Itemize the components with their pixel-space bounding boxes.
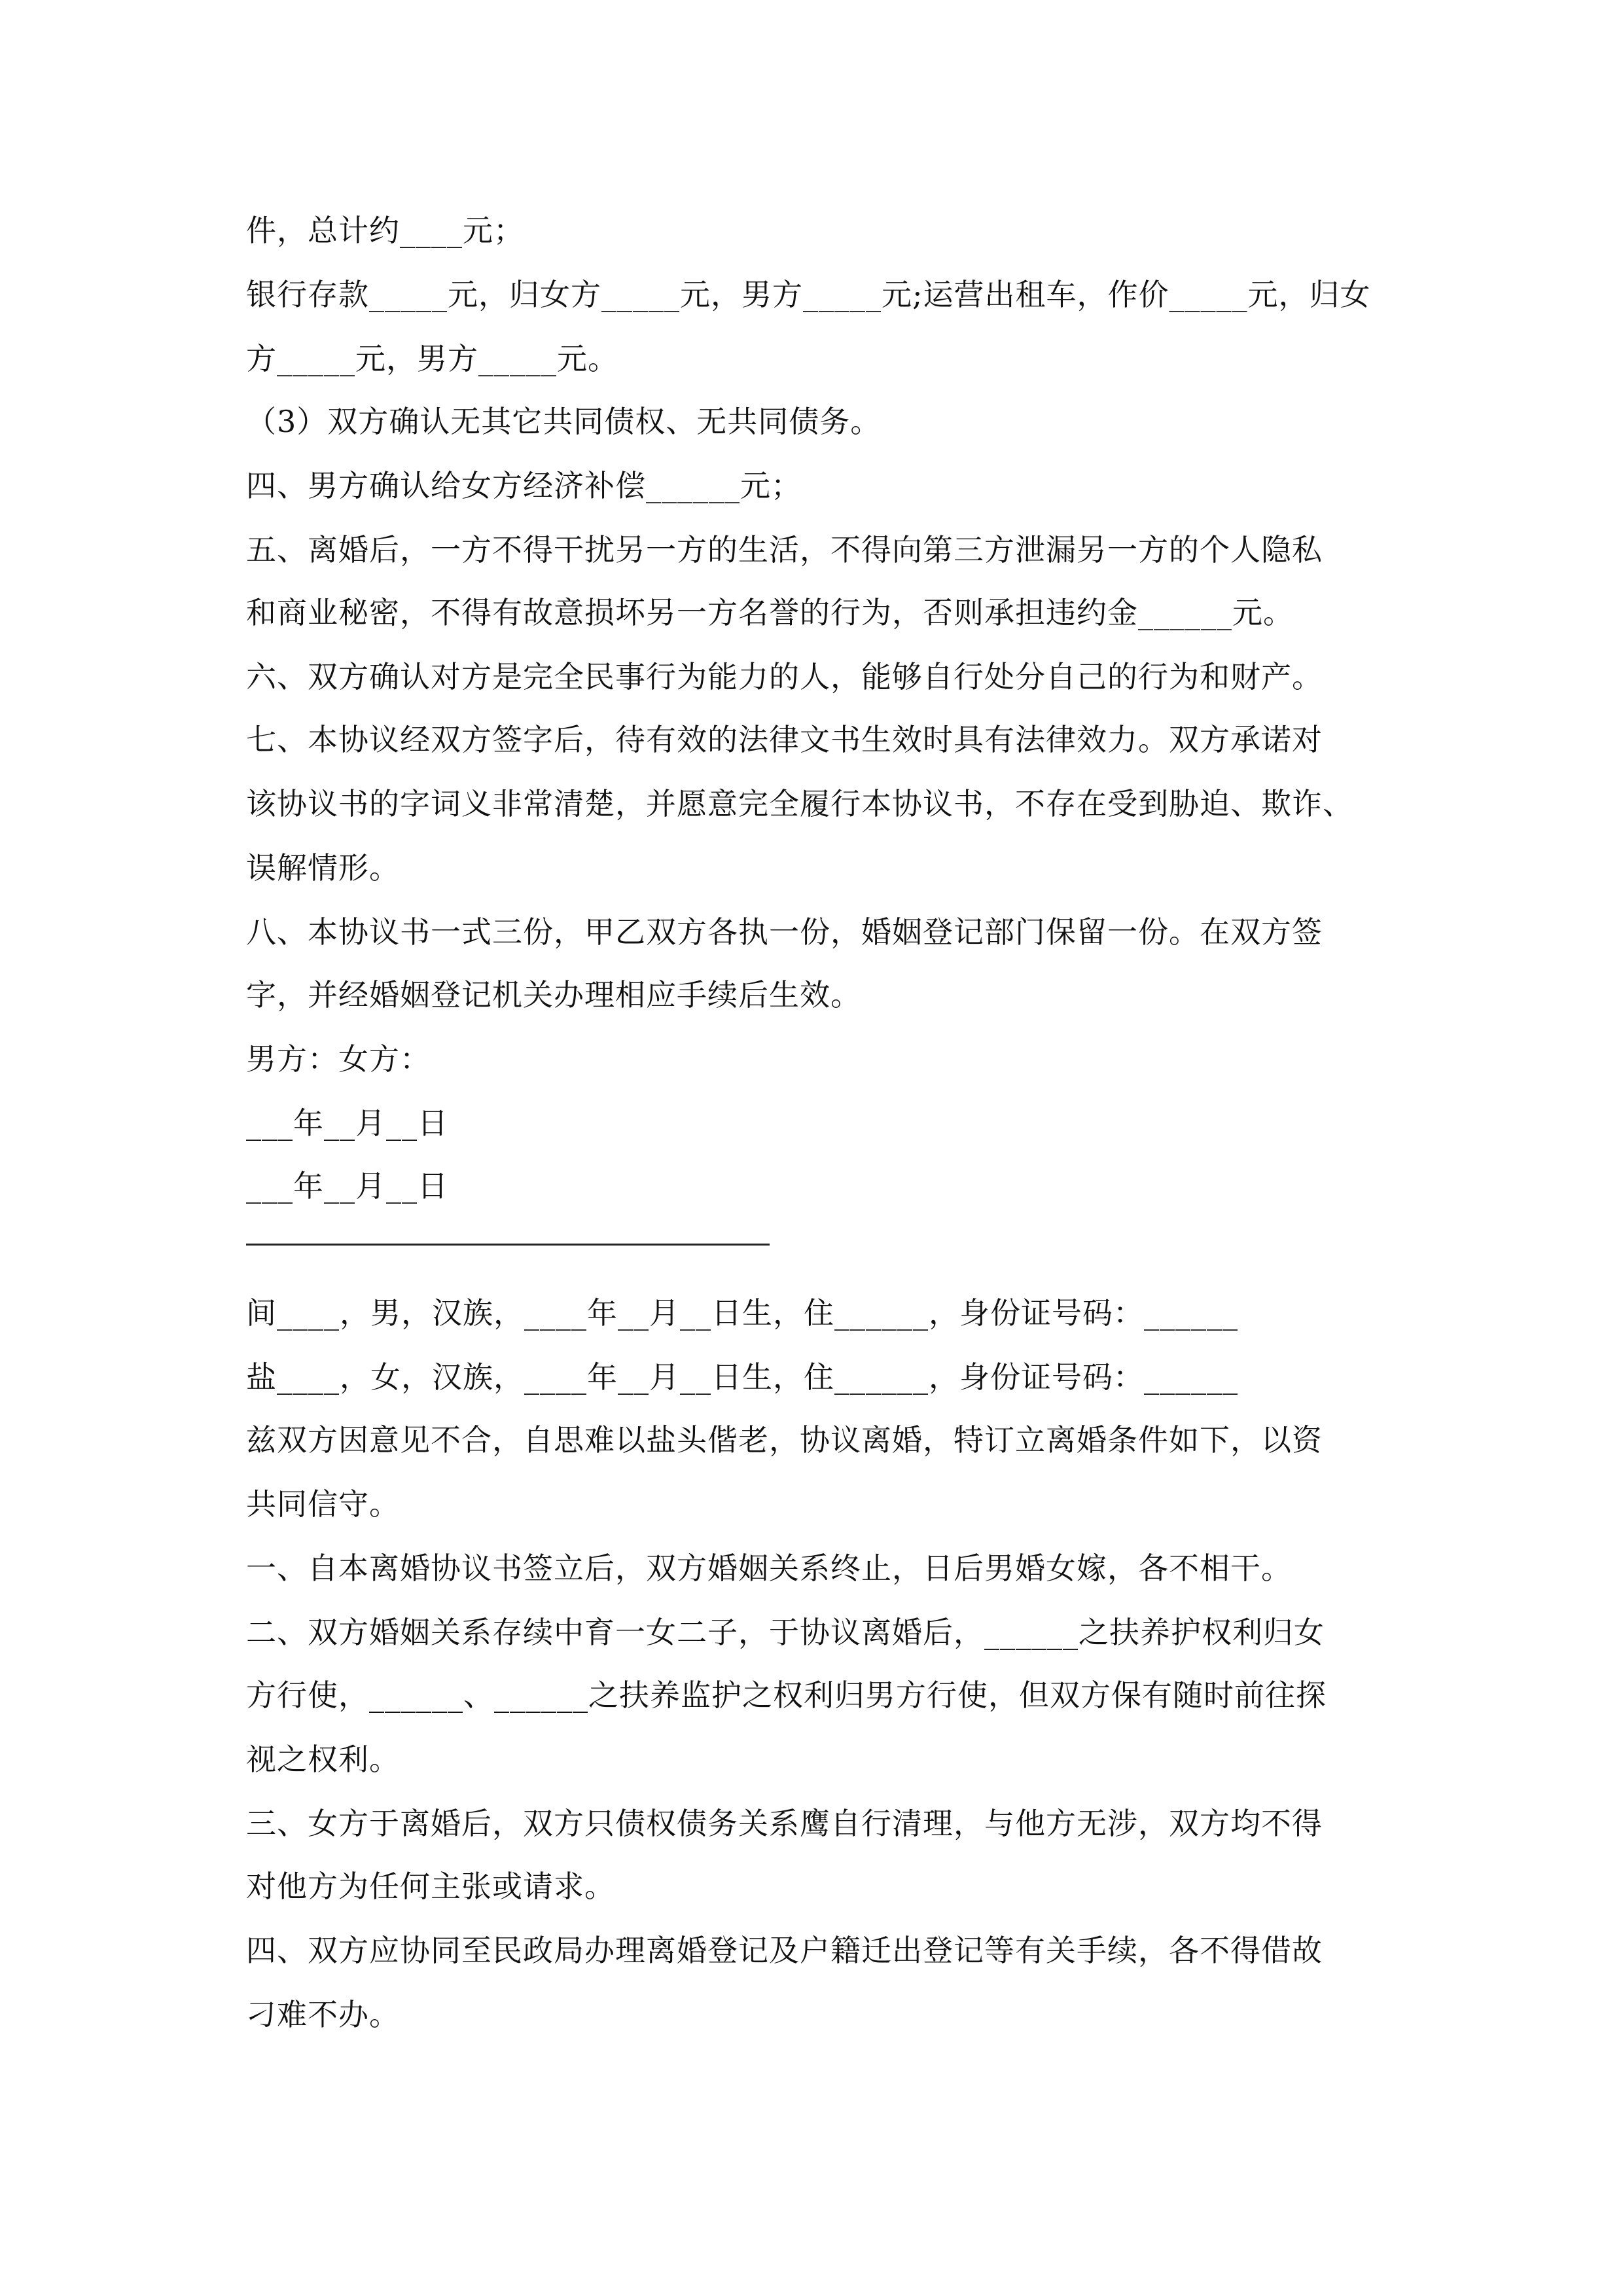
text-line-14: 男方：女方：	[246, 1041, 431, 1077]
date-line-1: ___年__月__日	[246, 1105, 448, 1141]
text-line-11: 误解情形。	[246, 850, 400, 886]
text-line-9: 七、本协议经双方签字后，待有效的法律文书生效时具有法律效力。双方承诺对	[246, 722, 1323, 757]
text-line-4: （3）双方确认无其它共同债权、无共同债务。	[246, 404, 882, 439]
text-line-8: 六、双方确认对方是完全民事行为能力的人，能够自行处分自己的行为和财产。	[246, 659, 1323, 694]
text-line-23: 三、女方于离婚后，双方只债权债务关系鹰自行清理，与他方无涉，双方均不得	[246, 1806, 1323, 1841]
text-line-21: 方行使，______、______之扶养监护之权利归男方行使，但双方保有随时前往探	[246, 1677, 1327, 1713]
text-line-18: 共同信守。	[246, 1486, 400, 1522]
text-line-26: 刁难不办。	[246, 1997, 400, 2032]
text-line-17: 兹双方因意见不合，自思难以盐头偕老，协议离婚，特订立离婚条件如下，以资	[246, 1422, 1323, 1458]
text-line-22: 视之权利。	[246, 1742, 400, 1777]
text-line-25: 四、双方应协同至民政局办理离婚登记及户籍迁出登记等有关手续，各不得借故	[246, 1933, 1323, 1968]
text-line-3: 方_____元，男方_____元。	[246, 341, 618, 376]
text-line-19: 一、自本离婚协议书签立后，双方婚姻关系终止，日后男婚女嫁，各不相干。	[246, 1551, 1292, 1586]
text-line-20: 二、双方婚姻关系存续中育一女二子，于协议离婚后，______之扶养护权利归女	[246, 1615, 1325, 1650]
text-line-13: 字，并经婚姻登记机关办理相应手续后生效。	[246, 977, 861, 1013]
text-line-2: 银行存款_____元，归女方_____元，男方_____元;运营出租车，作价_____元，归女	[246, 277, 1371, 312]
text-line-5: 四、男方确认给女方经济补偿______元；	[246, 468, 802, 503]
text-line-12: 八、本协议书一式三份，甲乙双方各执一份，婚姻登记部门保留一份。在双方签	[246, 914, 1323, 950]
section-divider	[246, 1244, 770, 1246]
text-line-15: 间____，男，汉族，____年__月__日生，住______，身份证号码：______	[246, 1295, 1238, 1331]
text-line-10: 该协议书的字词义非常清楚，并愿意完全履行本协议书，不存在受到胁迫、欺诈、	[246, 786, 1353, 821]
text-line-1: 件，总计约____元；	[246, 213, 524, 248]
text-line-24: 对他方为任何主张或请求。	[246, 1869, 615, 1904]
text-line-16: 盐____，女，汉族，____年__月__日生，住______，身份证号码：______	[246, 1359, 1238, 1395]
text-line-6: 五、离婚后，一方不得干扰另一方的生活，不得向第三方泄漏另一方的个人隐私	[246, 532, 1323, 567]
date-line-2: ___年__月__日	[246, 1168, 448, 1204]
text-line-7: 和商业秘密，不得有故意损坏另一方名誉的行为，否则承担违约金______元。	[246, 595, 1294, 630]
